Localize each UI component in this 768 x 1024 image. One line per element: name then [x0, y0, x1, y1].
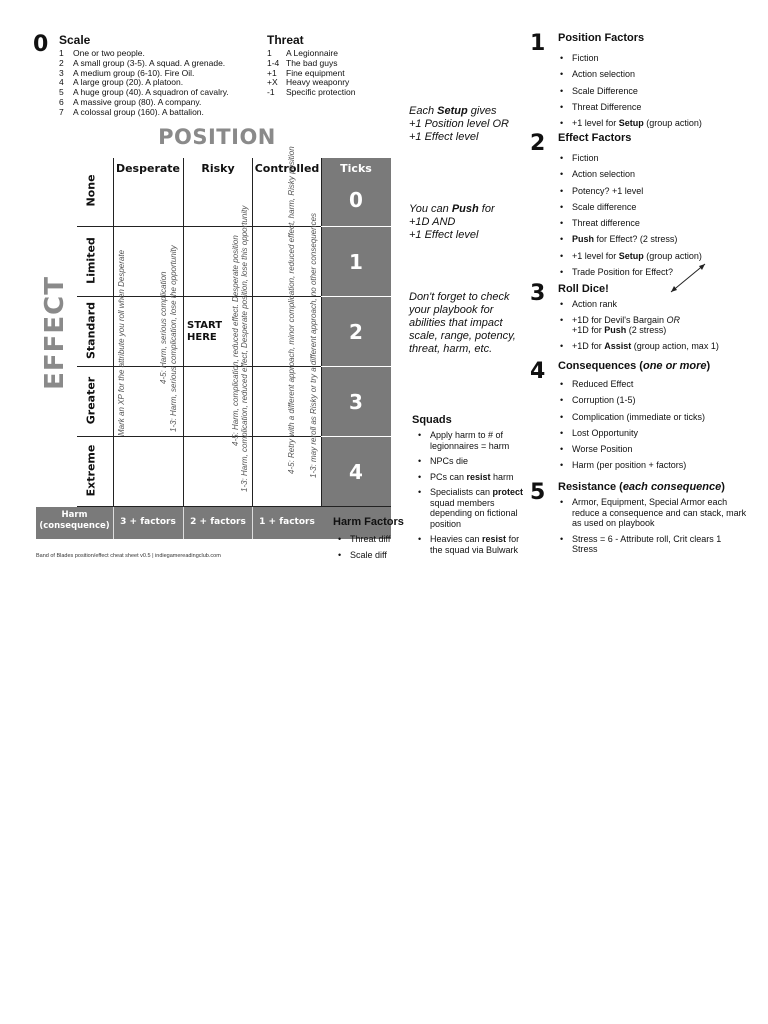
step-5-item: • Armor, Equipment, Special Armor each reduce a consequence and can stack, mark as used on playbook	[558, 497, 748, 529]
step-2-item: • Potency? +1 level	[558, 183, 758, 199]
threat-item: +1 Fine equipment	[267, 67, 345, 78]
scale-item: 2 A small group (3-5). A squad. A grenade.	[59, 57, 226, 68]
push-note: You can Push for +1D AND +1 Effect level	[409, 203, 495, 241]
harm-label: Harm (consequence)	[39, 510, 110, 531]
step-2-item: • Threat difference	[558, 215, 758, 231]
scale-item: 4 A large group (20). A platoon.	[59, 77, 184, 88]
tick-value: 1	[349, 250, 363, 274]
column-risky: Risky	[201, 162, 235, 175]
scale-step-number: 0	[33, 32, 49, 57]
step-1-number: 1	[530, 31, 546, 56]
step-1-list	[558, 50, 758, 131]
step-5-list	[558, 497, 748, 555]
row-limited: Limited	[84, 237, 98, 284]
controlled-note-4-5: 4-5: Retry with a different approach, minor complication, reduced effect, harm, Risky position	[287, 146, 296, 474]
step-4-item: • Complication (immediate or ticks)	[558, 409, 758, 425]
threat-item: 1 A Legionnaire	[267, 48, 338, 58]
squads-title: Squads	[412, 414, 452, 426]
step-1-item: • Threat Difference	[558, 99, 758, 115]
scale-item: 6 A massive group (80). A company.	[59, 96, 202, 107]
scale-item: 7 A colossal group (160). A battalion.	[59, 106, 204, 117]
tick-value: 0	[349, 188, 363, 212]
harm-risky: 2 + factors	[190, 517, 246, 527]
row-greater: Greater	[84, 376, 98, 425]
squads-item: • PCs can resist harm	[416, 472, 528, 483]
scale-title: Scale	[59, 33, 91, 47]
scale-item: 1 One or two people.	[59, 48, 145, 58]
column-desperate: Desperate	[115, 162, 181, 175]
trade-arrow-icon	[668, 261, 708, 295]
step-5-number: 5	[530, 480, 546, 505]
column-controlled: Controlled	[254, 162, 320, 175]
step-2-item: • Trade Position for Effect?	[558, 264, 758, 280]
harm-desperate: 3 + factors	[120, 517, 176, 527]
squads-item: • Heavies can resist for the squad via Bulwark	[416, 534, 528, 555]
step-1-item: • Fiction	[558, 50, 758, 66]
scale-list	[59, 49, 259, 118]
grid-line	[321, 436, 391, 437]
grid-line	[252, 158, 253, 506]
step-2-item: • Action selection	[558, 166, 758, 182]
row-none: None	[84, 174, 98, 207]
step-2-title: Effect Factors	[558, 132, 632, 144]
threat-item: 1-4 The bad guys	[267, 57, 338, 68]
step-3-item: • Action rank	[558, 299, 758, 310]
tick-value: 2	[349, 320, 363, 344]
grid-line	[183, 158, 184, 506]
threat-item: +X Heavy weaponry	[267, 77, 350, 88]
threat-title: Threat	[267, 33, 304, 47]
step-3-title: Roll Dice!	[558, 283, 609, 295]
footer-credit: Band of Blades position/effect cheat sheet v0.5 | indiegamereadingclub.com	[36, 553, 221, 559]
desperate-note-1-3: 1-3: Harm, serious complication, lose the opportunity	[169, 245, 178, 432]
controlled-note-1-3: 1-3: may reroll as Risky or try a different approach, no other consequences	[309, 212, 318, 478]
step-2-item: • +1 level for Setup (group action)	[558, 248, 758, 264]
squads-list	[416, 430, 528, 555]
tick-value: 3	[349, 390, 363, 414]
harm-factor-item: • Scale diff	[336, 547, 406, 563]
step-2-number: 2	[530, 131, 546, 156]
threat-item: -1 Specific protection	[267, 87, 356, 98]
step-2-item: • Fiction	[558, 150, 758, 166]
step-2-item: • Push for Effect? (2 stress)	[558, 231, 758, 247]
step-2-list	[558, 150, 758, 280]
step-1-item: • Scale Difference	[558, 83, 758, 99]
grid-line	[321, 226, 391, 227]
setup-note: Each Setup gives +1 Position level OR +1 Effect level	[409, 105, 509, 143]
step-3-item: • +1D for Assist (group action, max 1)	[558, 341, 758, 352]
harm-factors-list	[336, 531, 406, 563]
risky-note-4-5: 4-5: Harm, complication, reduced effect. Desperate position	[231, 235, 240, 446]
step-1-title: Position Factors	[558, 32, 645, 44]
row-standard: Standard	[84, 301, 98, 360]
step-3-list	[558, 299, 758, 351]
step-4-number: 4	[530, 359, 546, 384]
step-4-item: • Corruption (1-5)	[558, 392, 758, 408]
squads-item: • Specialists can protect squad members depending on fictional position	[416, 487, 528, 529]
playbook-note: Don't forget to check your playbook for abilities that impact scale, range, potency, threat, harm, etc.	[409, 291, 516, 355]
desperate-note-xp: Mark an XP for the attribute you roll when Desperate	[117, 249, 126, 436]
tick-value: 4	[349, 460, 363, 484]
desperate-note-4-5: 4-5: Harm, serious complication	[159, 271, 168, 384]
step-4-title: Consequences (one or more)	[558, 360, 711, 372]
start-here-label: START HERE	[187, 320, 223, 343]
step-5-item: • Stress = 6 - Attribute roll, Crit clears 1 Stress	[558, 534, 748, 555]
step-4-item: • Reduced Effect	[558, 376, 758, 392]
position-title: POSITION	[158, 125, 276, 149]
ticks-header: Ticks	[340, 162, 372, 175]
grid-line	[321, 366, 391, 367]
step-1-item: • +1 level for Setup (group action)	[558, 115, 758, 131]
squads-item: • Apply harm to # of legionnaires = harm	[416, 430, 528, 451]
step-2-item: • Scale difference	[558, 199, 758, 215]
step-3-number: 3	[530, 281, 546, 306]
step-3-item: • +1D for Devil's Bargain OR +1D for Push (2 stress)	[558, 315, 758, 336]
harm-factor-item: • Threat diff	[336, 531, 406, 547]
step-4-item: • Worse Position	[558, 441, 758, 457]
grid-line	[321, 296, 391, 297]
step-4-list	[558, 376, 758, 474]
step-4-item: • Harm (per position + factors)	[558, 457, 758, 473]
threat-list	[267, 49, 397, 98]
effect-title: EFFECT	[40, 276, 70, 390]
harm-factors-title: Harm Factors	[333, 516, 404, 528]
step-5-title: Resistance (each consequence)	[558, 481, 725, 493]
risky-note-1-3: 1-3: Harm, complication, reduced effect, Desperate position, lose this opportunity	[240, 205, 249, 492]
scale-item: 3 A medium group (6-10). Fire Oil.	[59, 67, 195, 78]
grid-line	[113, 158, 114, 506]
squads-item: • NPCs die	[416, 456, 528, 467]
harm-controlled: 1 + factors	[259, 517, 315, 527]
step-1-item: • Action selection	[558, 66, 758, 82]
scale-item: 5 A huge group (40). A squadron of cavalry.	[59, 87, 229, 98]
row-extreme: Extreme	[84, 444, 98, 497]
step-4-item: • Lost Opportunity	[558, 425, 758, 441]
